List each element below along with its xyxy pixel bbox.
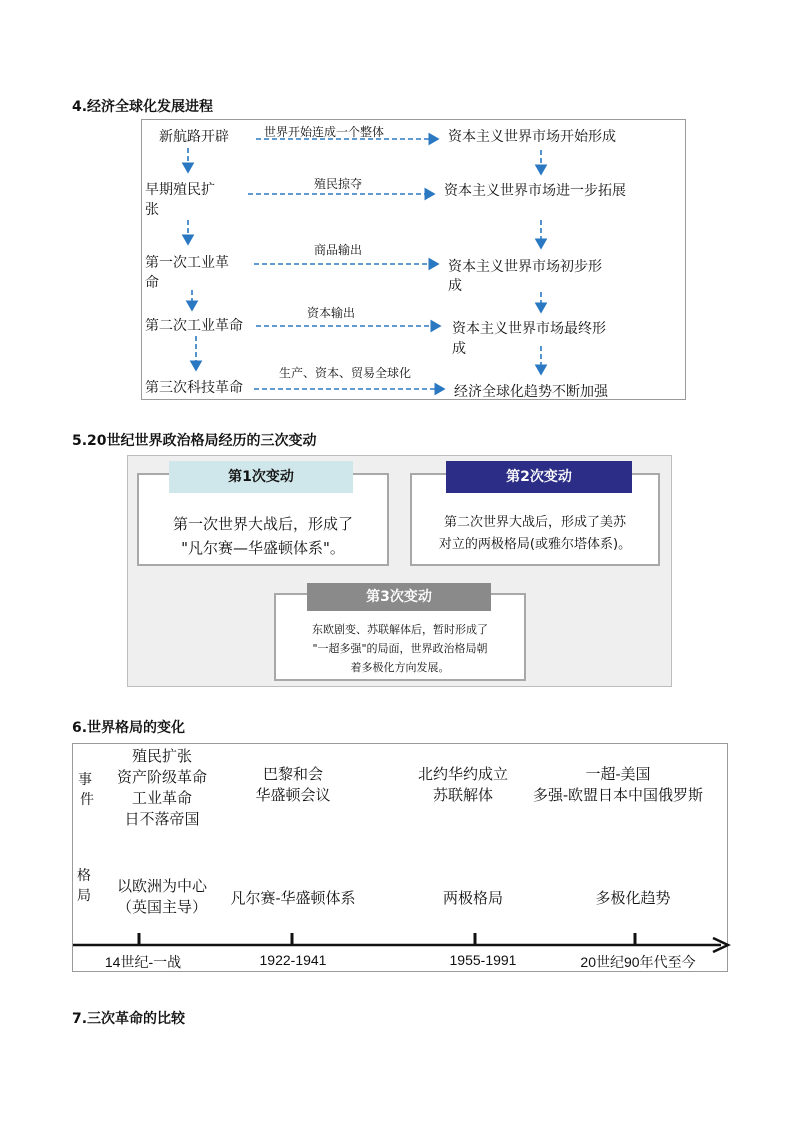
event-1-4: 日不落帝国: [124, 810, 200, 828]
section-7-heading: 7.三次革命的比较: [72, 1011, 186, 1027]
row-label-events-1: 事: [78, 772, 92, 788]
event-1-2: 资产阶级革命: [116, 768, 207, 786]
change-card-3-line-3: 着多极化方向发展。: [350, 661, 450, 674]
pattern-col-4: 多极化趋势: [595, 889, 671, 907]
flow-left-1: 新航路开辟: [159, 129, 229, 145]
flow-left-4: 第二次工业革命: [145, 318, 243, 334]
flow-left-2b: 张: [145, 202, 159, 218]
change-card-1-line-1: 第一次世界大战后，形成了: [172, 515, 353, 533]
flow-mid-1: 世界开始连成一个整体: [264, 125, 385, 139]
period-3: 1955-1991: [449, 952, 517, 968]
flow-left-2a: 早期殖民扩: [145, 182, 215, 198]
section-4-heading: 4.经济全球化发展进程: [72, 99, 214, 115]
event-2-1: 巴黎和会: [262, 765, 323, 783]
flow-mid-3: 商品输出: [314, 243, 363, 257]
flow-right-1: 资本主义世界市场开始形成: [448, 129, 616, 145]
period-1: 14世纪-一战: [104, 954, 182, 970]
event-3-2: 苏联解体: [432, 786, 493, 804]
period-2: 1922-1941: [259, 952, 327, 968]
flow-right-5: 经济全球化趋势不断加强: [454, 384, 608, 400]
row-label-events-2: 件: [80, 792, 94, 808]
change-card-1-line-2: "凡尔赛—华盛顿体系"。: [181, 539, 345, 557]
change-card-3-line-1: 东欧剧变、苏联解体后，暂时形成了: [312, 623, 488, 636]
flow-left-3b: 命: [145, 275, 159, 291]
change-card-3-text: [274, 620, 526, 677]
change-card-2-title: 第2次变动: [446, 461, 632, 493]
flow-left-5: 第三次科技革命: [145, 380, 243, 396]
event-1-3: 工业革命: [131, 789, 192, 807]
flow-mid-4: 资本输出: [307, 306, 356, 320]
flow-mid-2: 殖民掠夺: [314, 177, 363, 191]
event-3-1: 北约华约成立: [417, 765, 508, 783]
section-6-heading: 6.世界格局的变化: [72, 720, 186, 736]
flow-mid-5: 生产、资本、贸易全球化: [279, 366, 412, 380]
flow-left-3a: 第一次工业革: [145, 255, 229, 271]
change-card-1-text: [137, 512, 389, 560]
pattern-col-2: 凡尔赛-华盛顿体系: [230, 889, 356, 907]
flow-right-3b: 成: [448, 278, 462, 294]
change-card-2-line-2: 对立的两极格局(或雅尔塔体系)。: [438, 537, 632, 552]
changes-panel: [127, 455, 672, 687]
flow-right-3a: 资本主义世界市场初步形: [448, 259, 602, 275]
event-1-1: 殖民扩张: [131, 747, 192, 765]
row-label-pattern-2: 局: [77, 888, 91, 904]
flow-right-4b: 成: [452, 341, 466, 357]
pattern-1-2: （英国主导）: [116, 898, 207, 916]
change-card-2-line-1: 第二次世界大战后，形成了美苏: [443, 515, 626, 530]
change-card-1-title: 第1次变动: [169, 461, 353, 493]
change-card-3-title: 第3次变动: [307, 583, 491, 611]
period-4: 20世纪90年代至今: [580, 954, 696, 970]
timeline-axis: [73, 744, 729, 973]
event-2-2: 华盛顿会议: [255, 786, 331, 804]
flow-right-4a: 资本主义世界市场最终形: [452, 321, 606, 337]
event-4-2: 多强-欧盟日本中国俄罗斯: [532, 786, 704, 804]
change-card-3-line-2: "一超多强"的局面，世界政治格局朝: [312, 642, 488, 655]
globalization-flow-box: [141, 119, 686, 400]
change-card-2-text: [410, 512, 660, 556]
section-5-heading: 5.20世纪世界政治格局经历的三次变动: [72, 433, 317, 449]
event-4-1: 一超-美国: [585, 765, 651, 783]
flow-right-2: 资本主义世界市场进一步拓展: [444, 183, 626, 199]
pattern-col-3: 两极格局: [442, 889, 503, 907]
flow-arrows: [142, 120, 687, 401]
row-label-pattern-1: 格: [77, 868, 91, 884]
world-pattern-timeline: [72, 743, 728, 972]
pattern-1-1: 以欧洲为中心: [116, 877, 207, 895]
